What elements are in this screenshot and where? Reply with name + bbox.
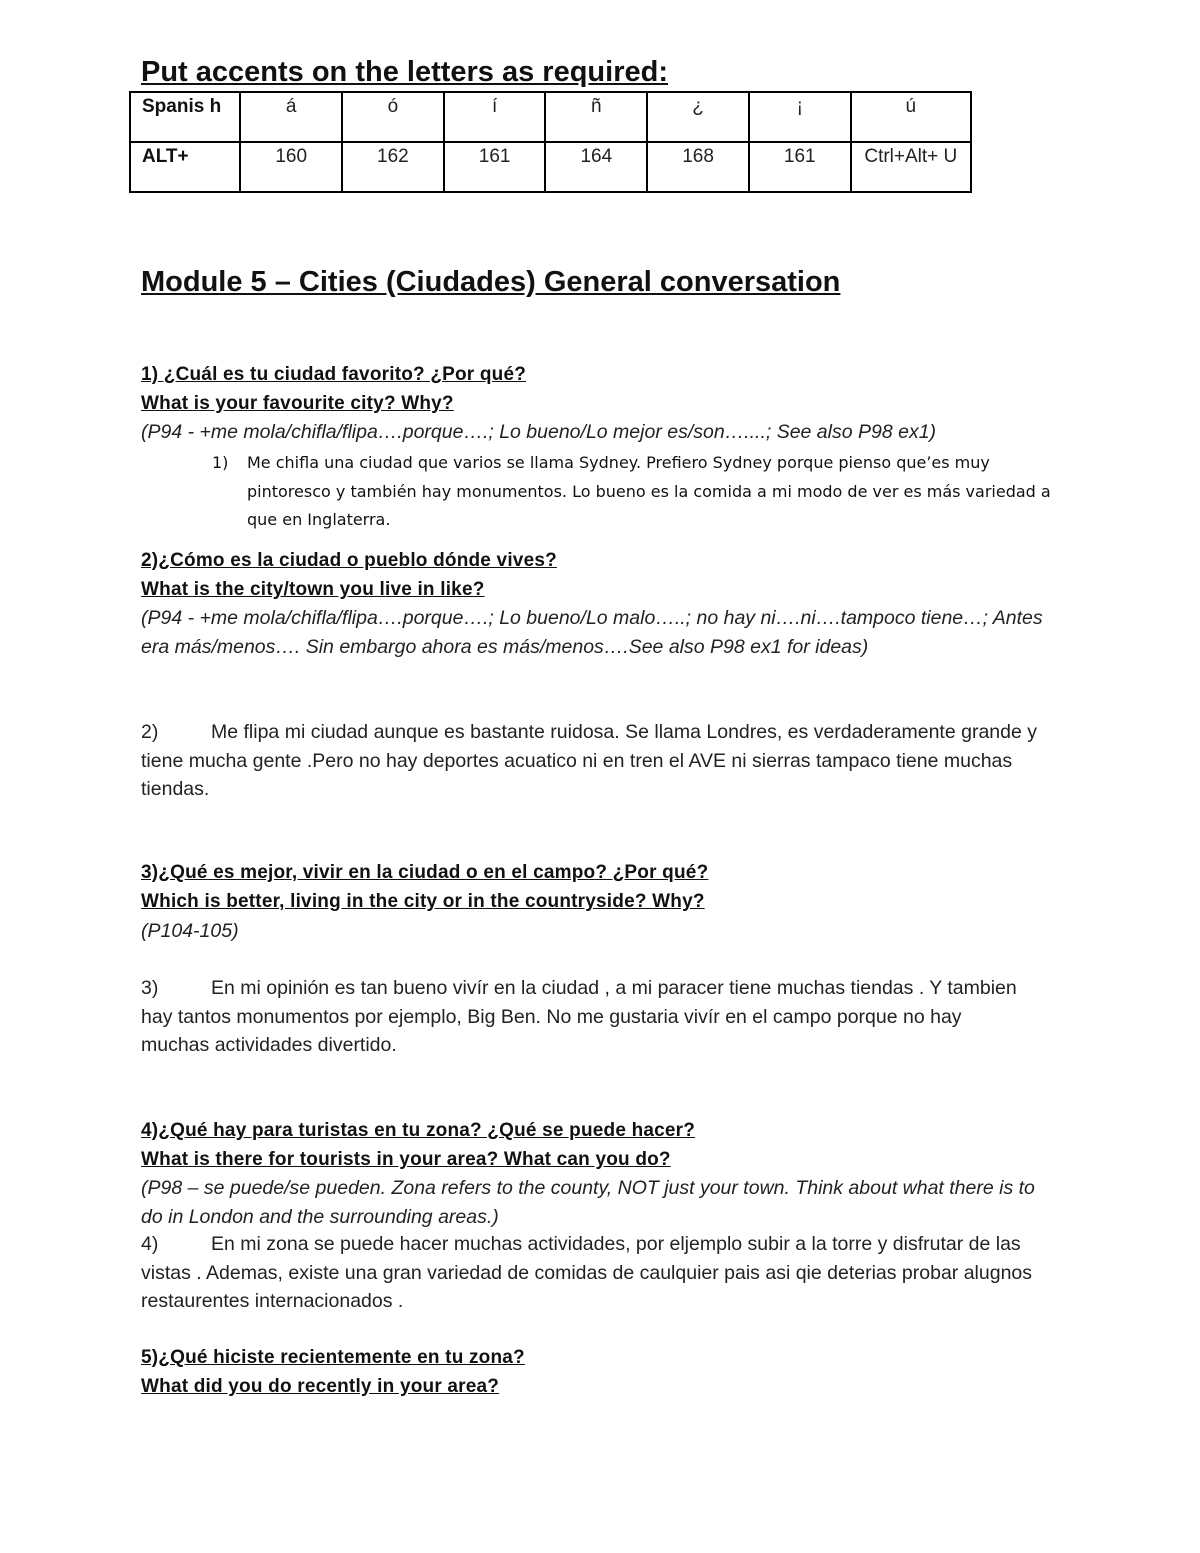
accent-codes-table [129,91,972,193]
question-3-hint: (P104-105) [141,920,239,942]
table-cell: 162 [342,142,444,192]
answer-2-text: Me flipa mi ciudad aunque es bastante ruidosa. Se llama Londres, es verdaderamente grande y tiene mucha gente .Pero no hay deportes acuatico ni en tren el AVE ni sierras tampaco tiene muchas tiendas. [141,721,1037,800]
answer-4-number: 4) [141,1233,159,1255]
answer-1 [212,449,1062,535]
answer-3-text: En mi opinión es tan bueno vivír en la ciudad , a mi paracer tiene muchas tiendas . Y tambien hay tantos monumentos por ejemplo, Big Ben. No me gustaria vivír en el campo porque no hay muchas actividades divertido. [141,977,1017,1056]
table-row [130,142,971,192]
table-cell: ú [851,92,971,142]
question-1-spanish: 1) ¿Cuál es tu ciudad favorito? ¿Por qué? [141,364,527,385]
answer-3 [141,974,1031,1060]
question-1-english: What is your favourite city? Why? [141,393,454,414]
table-cell: 161 [749,142,851,192]
question-2-spanish: 2)¿Cómo es la ciudad o pueblo dónde vives? [141,550,557,571]
question-5-english: What did you do recently in your area? [141,1376,500,1397]
table-cell: ¡ [749,92,851,142]
table-cell: í [444,92,546,142]
answer-1-number: 1) [212,453,229,472]
question-2-english: What is the city/town you live in like? [141,579,485,600]
table-cell: á [240,92,342,142]
table-cell: 164 [545,142,647,192]
table-cell: ñ [545,92,647,142]
answer-4 [141,1230,1056,1316]
question-4-spanish: 4)¿Qué hay para turistas en tu zona? ¿Qué se puede hacer? [141,1120,696,1141]
question-5-spanish: 5)¿Qué hiciste recientemente en tu zona? [141,1347,525,1368]
table-cell: 160 [240,142,342,192]
question-3-english: Which is better, living in the city or in the countryside? Why? [141,891,705,912]
answer-2 [141,718,1051,804]
question-4-hint: (P98 – se puede/se pueden. Zona refers to the county, NOT just your town. Think about what there is to do in London and the surrounding areas.) [141,1177,1035,1228]
question-2-hint: (P94 - +me mola/chifla/flipa….porque….; Lo bueno/Lo malo…..; no hay ni….ni….tampoco tiene…; Antes era más/menos…. Sin embargo ahora es más/menos….See also P98 ex1 for ideas) [141,607,1043,658]
question-3-spanish: 3)¿Qué es mejor, vivir en la ciudad o en el campo? ¿Por qué? [141,862,709,883]
table-cell: ALT+ [130,142,240,192]
accents-heading: Put accents on the letters as required: [141,56,668,88]
question-1-hint: (P94 - +me mola/chifla/flipa….porque….; Lo bueno/Lo mejor es/son…....; See also P98 ex1) [141,421,937,443]
table-cell: Spanis h [130,92,240,142]
table-cell: 168 [647,142,749,192]
module-title: Module 5 – Cities (Ciudades) General conversation [141,266,841,298]
table-cell: Ctrl+Alt+ U [851,142,971,192]
table-cell: ó [342,92,444,142]
answer-1-text: Me chifla una ciudad que varios se llama Sydney. Prefiero Sydney porque pienso que’es muy pintoresco y también hay monumentos. Lo bueno es la comida a mi modo de ver es más variedad a que en Inglaterra. [247,453,1051,529]
answer-2-number: 2) [141,721,159,743]
table-cell: ¿ [647,92,749,142]
question-4-english: What is there for tourists in your area? What can you do? [141,1149,671,1170]
answer-3-number: 3) [141,977,159,999]
table-cell: 161 [444,142,546,192]
table-row [130,92,971,142]
answer-4-text: En mi zona se puede hacer muchas actividades, por eljemplo subir a la torre y disfrutar de las vistas . Ademas, existe una gran variedad de comidas de caulquier pais asi qie deterias probar alugnos restaurentes internacionados . [141,1233,1033,1312]
